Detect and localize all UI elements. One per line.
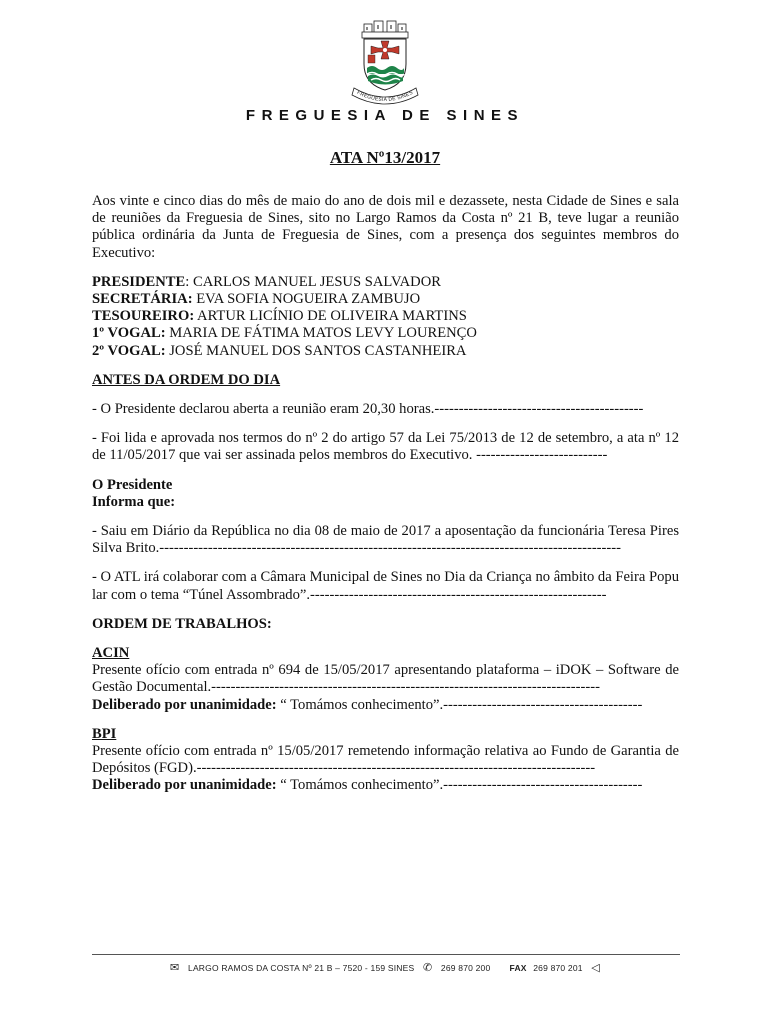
item-title-acin: ACIN [92, 645, 130, 662]
decision-label: Deliberado por unanimidade: [92, 696, 277, 713]
member-name: EVA SOFIA NOGUEIRA ZAMBUJO [196, 291, 421, 308]
decision-text: “ Tomámos conhecimento”.----------------------------------------- [276, 777, 643, 794]
member-line [92, 274, 679, 291]
informa-paragraph-2: - O ATL irá colaborar com a Câmara Municipal de Sines no Dia da Criança no âmbito da Feira Popular com o tema “Túnel Assombrado”.------------------------------------------------------------- [92, 569, 679, 603]
presidente-heading: O Presidente [92, 476, 173, 493]
member-role: 1º VOGAL: [92, 325, 166, 342]
footer-address: LARGO RAMOS DA COSTA Nº 21 B – 7520 - 159 SINES [188, 962, 415, 973]
item-decision-bpi [92, 777, 679, 794]
item-text-bpi: Presente ofício com entrada nº 15/05/2017 remetendo informação relativa ao Fundo de Garantia de Depósitos (FGD).---------------------------------------------------------------------------------- [92, 743, 679, 777]
informa-heading: Informa que: [92, 493, 176, 510]
footer-rule [92, 954, 680, 955]
member-name: ARTUR LICÍNIO DE OLIVEIRA MARTINS [197, 308, 467, 325]
member-line [92, 291, 679, 308]
item-title-bpi: BPI [92, 725, 117, 742]
phone-icon: ✆ [422, 962, 433, 974]
members-list [92, 274, 679, 360]
member-name: MARIA DE FÁTIMA MATOS LEVY LOURENÇO [169, 325, 477, 342]
coat-of-arms-crest [340, 18, 430, 110]
document-body [92, 193, 679, 795]
informa-paragraph-1: - Saiu em Diário da República no dia 08 de maio de 2017 a aposentação da funcionária Teresa Pires Silva Brito.----------------------------------------------------------------------------------------------- [92, 523, 679, 557]
member-name: CARLOS MANUEL JESUS SALVADOR [192, 273, 441, 290]
item-decision-acin [92, 697, 679, 714]
member-line [92, 325, 679, 342]
member-line [92, 343, 679, 360]
fax-icon: ◁ [591, 962, 600, 974]
section-heading-ordem: ORDEM DE TRABALHOS: [92, 615, 272, 632]
decision-text: “ Tomámos conhecimento”.----------------------------------------- [276, 696, 643, 713]
crest-ribbon-text: FREGUESIA DE SINES [355, 89, 415, 104]
intro-paragraph: Aos vinte e cinco dias do mês de maio do ano de dois mil e dezassete, nesta Cidade de Sines e sala de reuniões da Freguesia de Sines, sito no Largo Ramos da Costa nº 21 B, teve lugar a reunião pública ordinária da Junta de Freguesia de Sines, com a presença dos seguintes membros do Executivo: [92, 193, 679, 261]
footer-fax: 269 870 201 [533, 962, 583, 973]
page-footer [0, 961, 770, 974]
member-name: JOSÉ MANUEL DOS SANTOS CASTANHEIRA [169, 342, 467, 359]
member-role: 2º VOGAL: [92, 342, 166, 359]
member-role: PRESIDENTE [92, 273, 186, 290]
member-role: TESOUREIRO: [92, 308, 195, 325]
item-text-acin: Presente ofício com entrada nº 694 de 15/05/2017 apresentando plataforma – iDOK – Software de Gestão Documental.-------------------------------------------------------------------------------- [92, 662, 679, 696]
envelope-icon: ✉ [170, 962, 180, 974]
member-role: SECRETÁRIA: [92, 291, 193, 308]
member-line [92, 308, 679, 325]
decision-label: Deliberado por unanimidade: [92, 777, 277, 794]
antes-paragraph-1: - O Presidente declarou aberta a reunião eram 20,30 horas.------------------------------------------- [92, 401, 644, 418]
footer-phone: 269 870 200 [440, 962, 491, 973]
antes-paragraph-2: - Foi lida e aprovada nos termos do nº 2 do artigo 57 da Lei 75/2013 de 12 de setembro, a ata nº 12 de 11/05/2017 que vai ser assinada pelos membros do Executivo. --------------------------- [92, 430, 679, 464]
member-sep: : [185, 273, 193, 290]
document-title: ATA Nº13/2017 [329, 148, 441, 167]
organization-heading: FREGUESIA DE SINES [245, 107, 525, 124]
footer-fax-label: FAX [509, 962, 527, 973]
section-heading-antes: ANTES DA ORDEM DO DIA [92, 371, 281, 388]
